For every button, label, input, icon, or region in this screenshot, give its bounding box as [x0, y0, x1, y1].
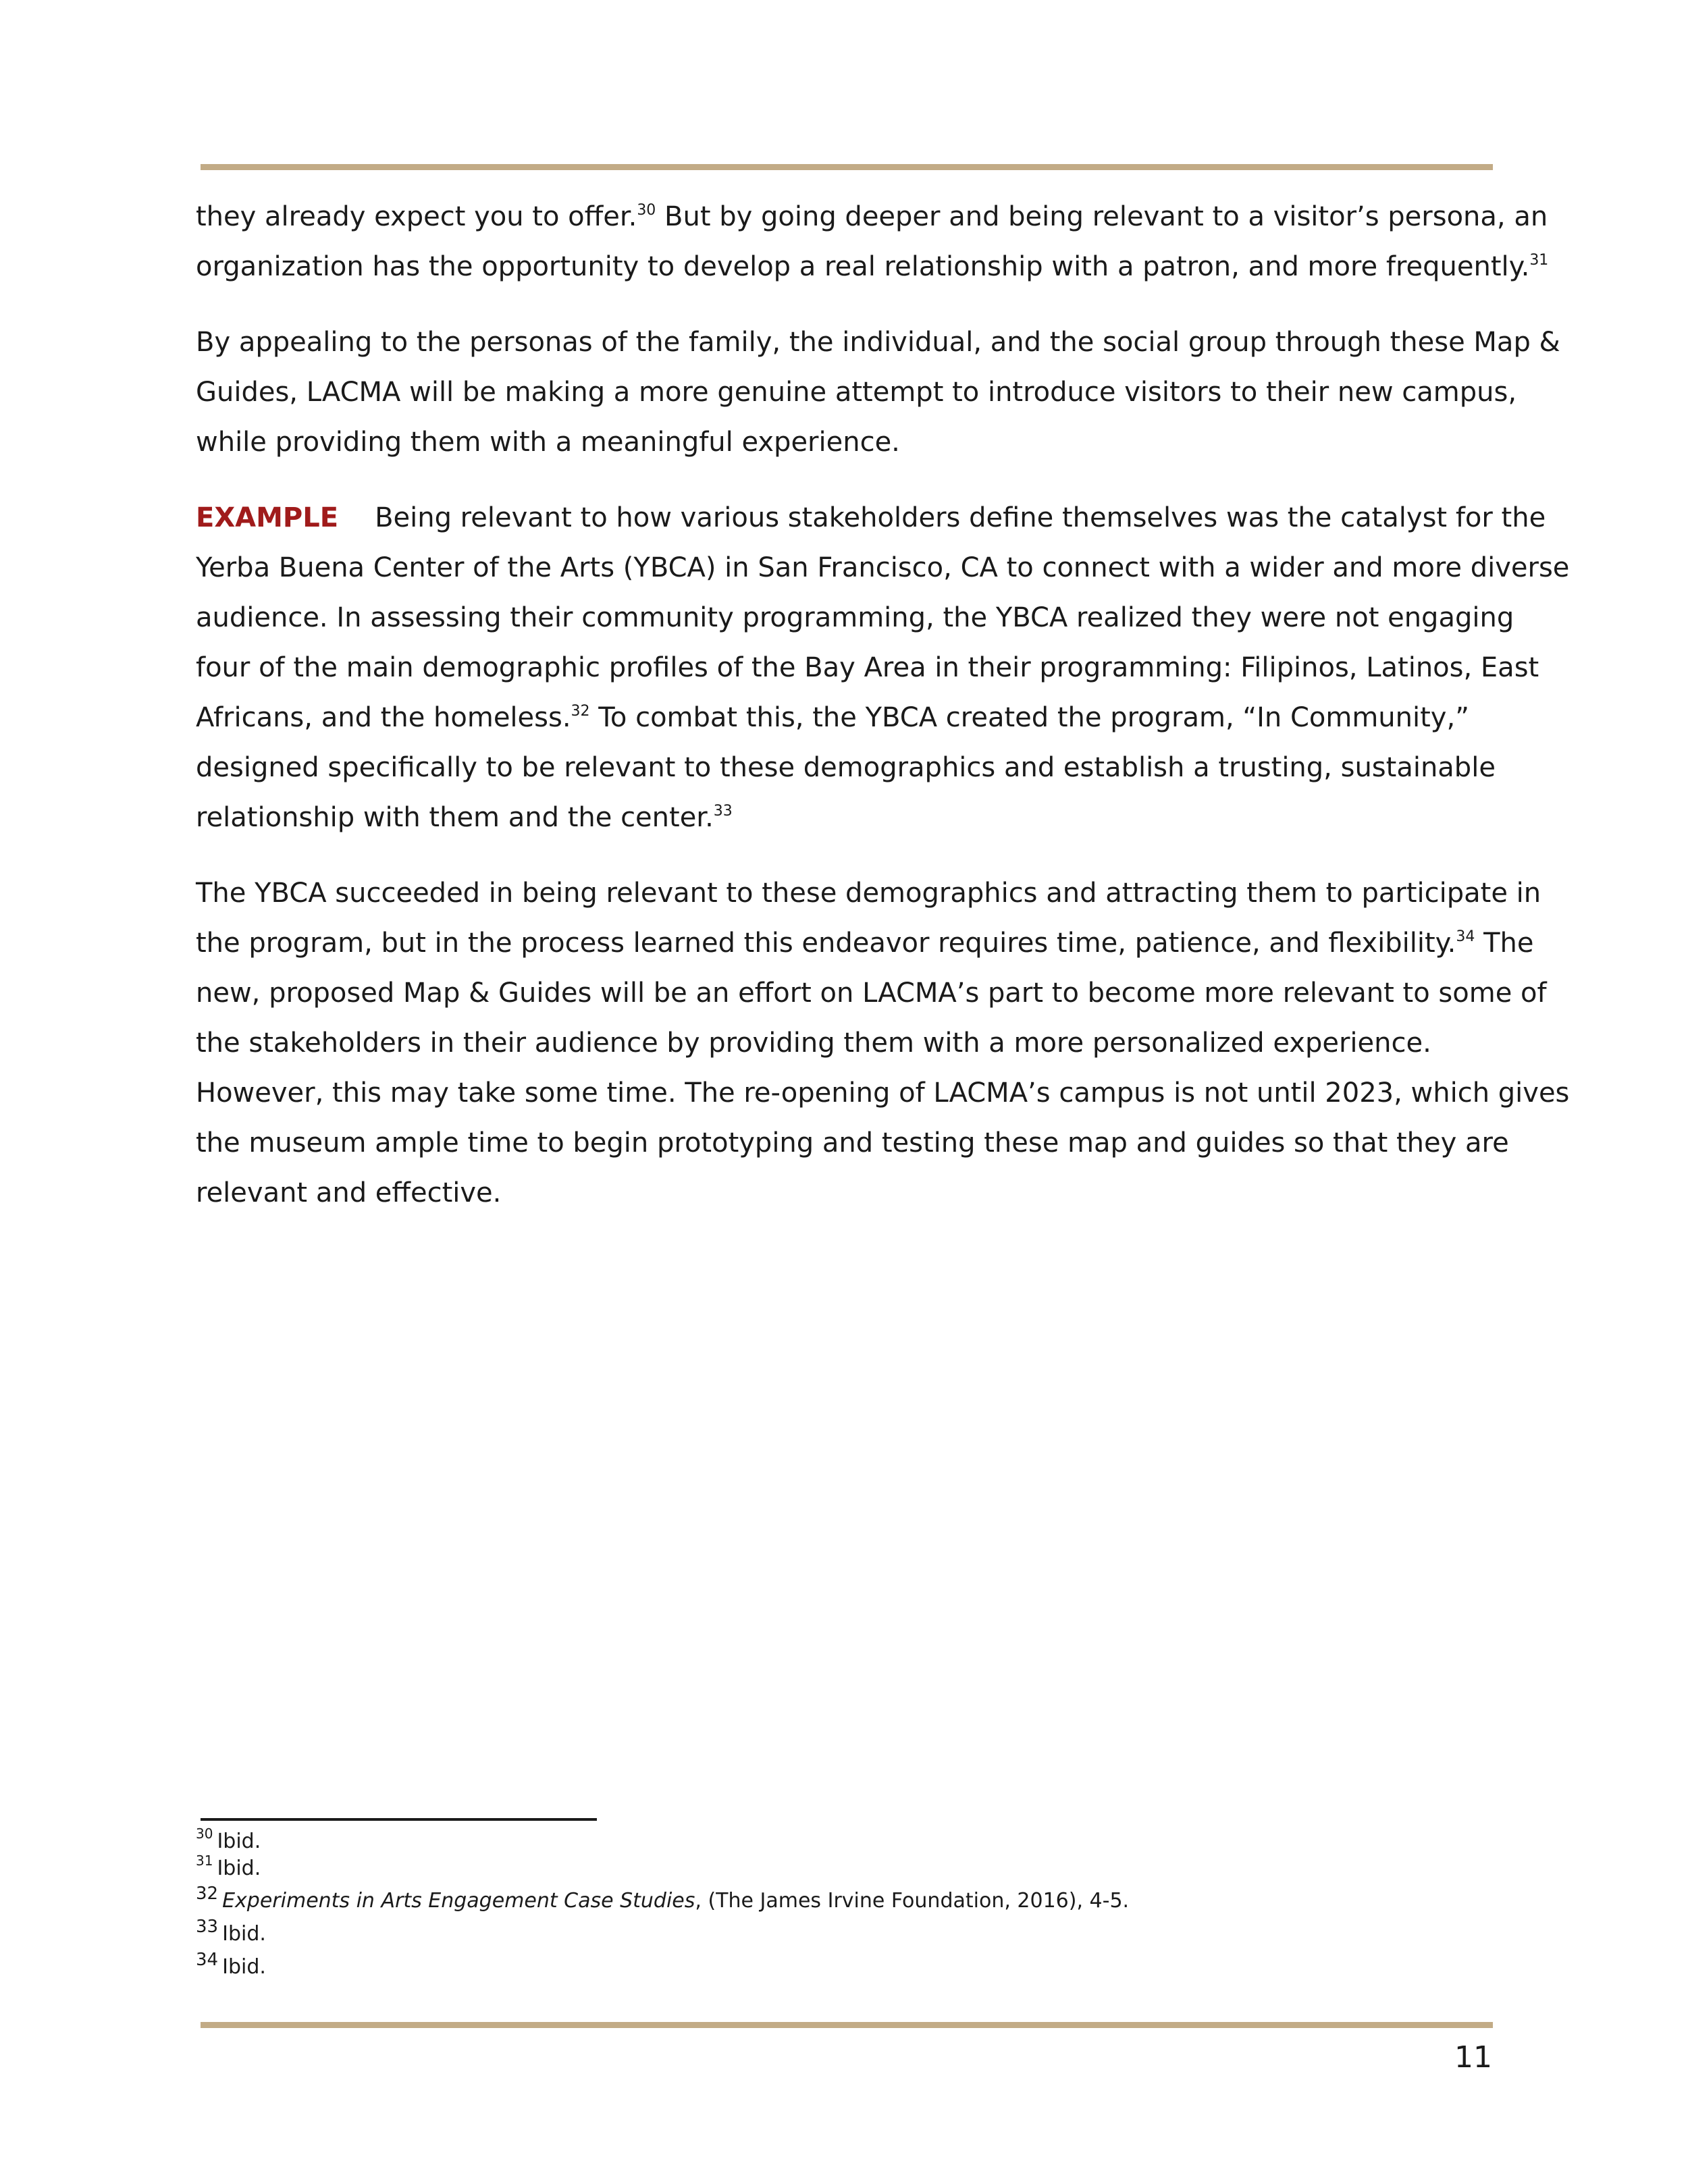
paragraph-1 — [196, 192, 1549, 292]
footnote-ref-31[interactable]: 31 — [1529, 252, 1549, 269]
footnote-32 — [196, 1884, 1130, 1913]
header-rule — [201, 164, 1493, 170]
text-line — [196, 918, 1534, 968]
text-line: The YBCA succeeded in being relevant to these demographics and attracting them to participate in — [196, 878, 1541, 909]
footnote-text: , (The James Irvine Foundation, 2016), 4-5. — [695, 1889, 1130, 1913]
text-span: Africans, and the homeless. — [196, 702, 571, 733]
text-span: But by going deeper and being relevant to a visitor’s persona, an — [656, 201, 1548, 232]
footnote-text: Ibid. — [217, 1830, 261, 1853]
text-line: four of the main demographic profiles of the Bay Area in their programming: Filipinos, Latinos, East — [196, 652, 1539, 683]
text-line: new, proposed Map & Guides will be an effort on LACMA’s part to become more relevant to some of — [196, 978, 1547, 1009]
footnote-number: 31 — [196, 1853, 213, 1869]
example-label: EXAMPLE — [196, 502, 339, 533]
text-span: the program, but in the process learned this endeavor requires time, patience, and flexibility. — [196, 928, 1456, 959]
text-line: the museum ample time to begin prototyping and testing these map and guides so that they are — [196, 1127, 1509, 1158]
footnote-ref-32[interactable]: 32 — [571, 703, 590, 720]
footnote-30 — [196, 1826, 261, 1853]
paragraph-3 — [196, 493, 1570, 843]
text-line: However, this may take some time. The re-opening of LACMA’s campus is not until 2023, which gives — [196, 1077, 1570, 1109]
footer-rule — [201, 2022, 1493, 2028]
text-line: By appealing to the personas of the family, the individual, and the social group through these Map & — [196, 327, 1560, 358]
text-span: organization has the opportunity to develop a real relationship with a patron, and more frequently. — [196, 251, 1530, 282]
text-span: To combat this, the YBCA created the program, “In Community,” — [589, 702, 1469, 733]
text-line — [196, 693, 1499, 743]
paragraph-4 — [196, 868, 1570, 1218]
text-line — [196, 192, 1548, 242]
text-line: Guides, LACMA will be making a more genuine attempt to introduce visitors to their new campus, — [196, 377, 1517, 408]
text-line — [196, 242, 1549, 292]
footnote-text: Ibid. — [222, 1922, 266, 1946]
text-span: Being relevant to how various stakeholders define themselves was the catalyst for the — [375, 502, 1546, 533]
footnote-number: 34 — [196, 1950, 219, 1970]
text-span: relationship with them and the center. — [196, 802, 714, 833]
footnote-separator — [201, 1818, 597, 1821]
text-line — [196, 793, 1499, 843]
footnote-number: 32 — [196, 1884, 219, 1904]
footnote-33 — [196, 1917, 266, 1946]
footnote-34 — [196, 1950, 266, 1979]
footnote-number: 30 — [196, 1826, 213, 1842]
text-span: The — [1475, 928, 1534, 959]
footnote-ref-30[interactable]: 30 — [637, 202, 656, 219]
text-span: they already expect you to offer. — [196, 201, 637, 232]
text-line: the stakeholders in their audience by providing them with a more personalized experience. — [196, 1028, 1431, 1059]
footnote-source-title: Experiments in Arts Engagement Case Studies — [222, 1889, 695, 1913]
footnote-number: 33 — [196, 1917, 219, 1937]
text-line: audience. In assessing their community programming, the YBCA realized they were not engaging — [196, 602, 1514, 633]
footnote-31 — [196, 1853, 261, 1880]
text-line: relevant and effective. — [196, 1177, 502, 1208]
page-number: 11 — [1454, 2040, 1492, 2075]
body-text — [196, 192, 1570, 1244]
footnote-ref-33[interactable]: 33 — [713, 803, 733, 820]
text-line: while providing them with a meaningful experience. — [196, 427, 900, 458]
footnote-text: Ibid. — [222, 1955, 266, 1979]
text-line: Yerba Buena Center of the Arts (YBCA) in San Francisco, CA to connect with a wider and more diverse — [196, 552, 1570, 583]
text-line — [196, 493, 1546, 543]
paragraph-2 — [196, 317, 1560, 467]
text-line: designed specifically to be relevant to these demographics and establish a trusting, sustainable — [196, 752, 1496, 783]
footnote-text: Ibid. — [217, 1857, 261, 1880]
footnote-ref-34[interactable]: 34 — [1456, 928, 1475, 945]
